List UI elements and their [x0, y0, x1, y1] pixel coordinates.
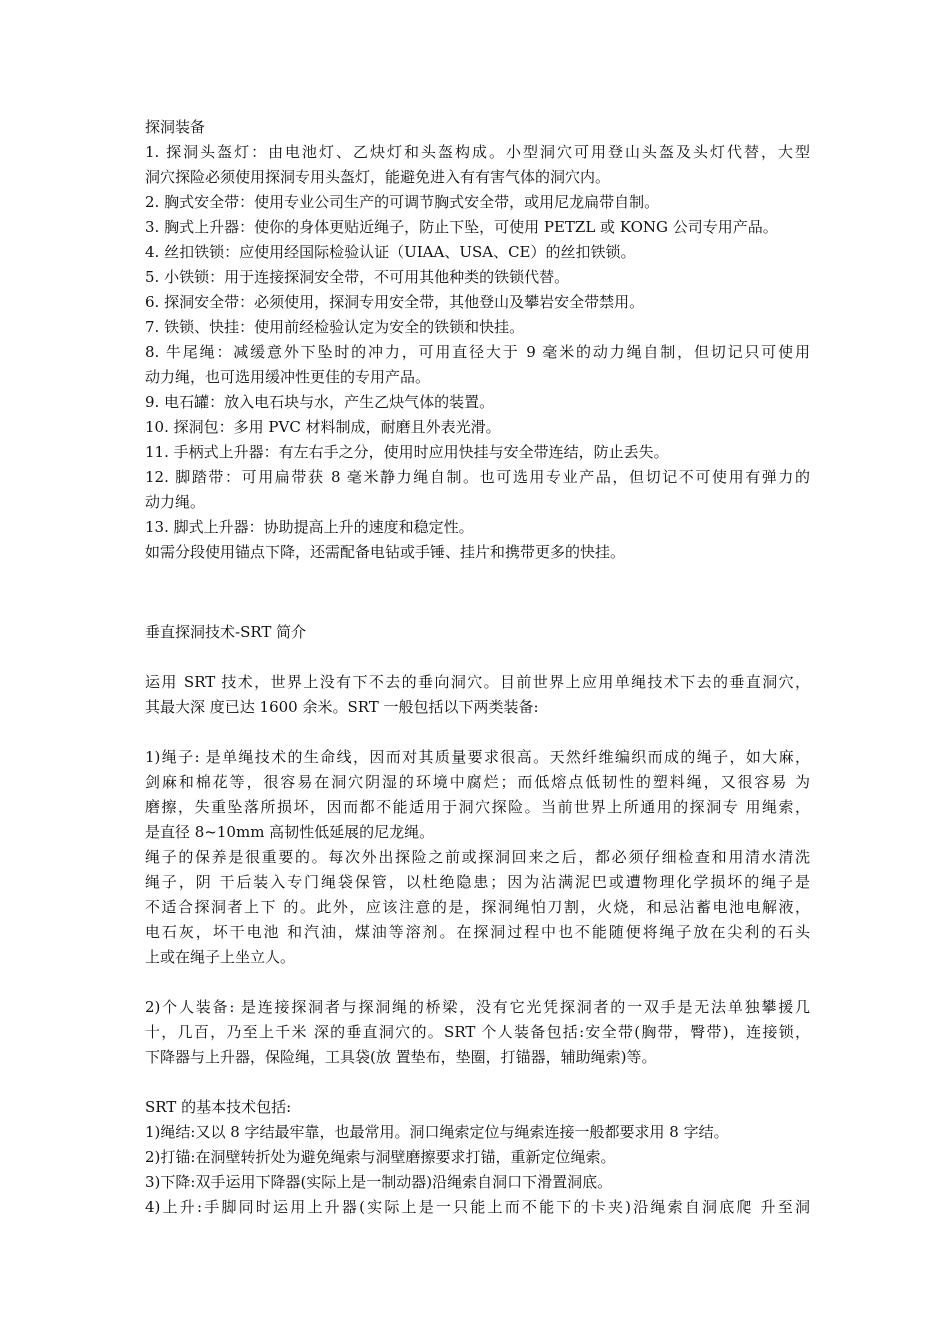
- list-item: 4. 丝扣铁锁：应使用经国际检验认证（UIAA、USA、CE）的丝扣铁锁。: [145, 243, 636, 261]
- spacer: [145, 970, 810, 995]
- technique-item: 3)下降:双手运用下降器(实际上是一制动器)沿绳索自洞口下滑置洞底。: [145, 1173, 613, 1191]
- technique-item: 2)打锚:在洞壁转折处为避免绳索与洞壁磨擦要求打锚，重新定位绳索。: [145, 1148, 616, 1166]
- spacer: [145, 590, 810, 620]
- list-item-continuation: 洞穴探险必须使用探洞专用头盔灯，能避免进入有有害气体的洞穴内。: [145, 168, 611, 186]
- rope-care-paragraph: 绳子，阴 干后装入专门绳袋保管，以杜绝隐患；因为沾满泥巴或遭物理化学损坏的绳子是: [145, 873, 810, 891]
- list-item: 9. 电石罐：放入电石块与水，产生乙炔气体的装置。: [145, 393, 495, 411]
- document-body: [145, 115, 810, 1220]
- rope-care-paragraph: 绳子的保养是很重要的。每次外出探险之前或探洞回来之后，都必须仔细检查和用清水清洗: [145, 848, 810, 866]
- list-item: 5. 小铁锁：用于连接探洞安全带，不可用其他种类的铁锁代替。: [145, 268, 570, 286]
- list-item: 11. 手柄式上升器：有左右手之分，使用时应用快挂与安全带连结，防止丢失。: [145, 443, 669, 461]
- spacer: [145, 565, 810, 590]
- list-item: 10. 探洞包：多用 PVC 材料制成，耐磨且外表光滑。: [145, 418, 501, 436]
- spacer: [145, 720, 810, 745]
- list-item: 8. 牛尾绳：减缓意外下坠时的冲力，可用直径大于 9 毫米的动力绳自制，但切记只可使用: [145, 343, 810, 361]
- list-item: 7. 铁锁、快挂：使用前经检验认定为安全的铁锁和快挂。: [145, 318, 525, 336]
- rope-paragraph: 是直径 8~10mm 高韧性低延展的尼龙绳。: [145, 823, 435, 841]
- technique-item: 1)绳结:又以 8 字结最牢靠，也最常用。洞口绳索定位与绳索连接一般都要求用 8 字结。: [145, 1123, 729, 1141]
- rope-care-paragraph: 电石灰，坏干电池 和汽油，煤油等溶剂。在探洞过程中也不能随便将绳子放在尖利的石头: [145, 923, 810, 941]
- personal-equipment-paragraph: 下降器与上升器，保险绳，工具袋(放 置垫布，垫圈，打锚器，辅助绳索)等。: [145, 1048, 657, 1066]
- list-item: 6. 探洞安全带：必须使用，探洞专用安全带，其他登山及攀岩安全带禁用。: [145, 293, 645, 311]
- rope-care-paragraph: 不适合探洞者上下 的。此外，应该注意的是，探洞绳怕刀割，火烧，和忌沾蓄电池电解液，: [145, 898, 810, 916]
- section-title-srt: 垂直探洞技术-SRT 简介: [145, 623, 307, 641]
- list-item: 13. 脚式上升器：协助提高上升的速度和稳定性。: [145, 518, 474, 536]
- list-item: 1. 探洞头盔灯：由电池灯、乙炔灯和头盔构成。小型洞穴可用登山头盔及头灯代替，大型: [145, 143, 810, 161]
- rope-paragraph: 1)绳子: 是单绳技术的生命线，因而对其质量要求很高。天然纤维编织而成的绳子，如大麻，: [145, 748, 810, 766]
- personal-equipment-paragraph: 十，几百，乃至上千米 深的垂直洞穴的。SRT 个人装备包括:安全带(胸带，臀带)，连接锁，: [145, 1023, 810, 1041]
- technique-item: 4)上升:手脚同时运用上升器(实际上是一只能上而不能下的卡夹)沿绳索自洞底爬 升至洞: [145, 1198, 810, 1216]
- equipment-note: 如需分段使用锚点下降，还需配备电钻或手锤、挂片和携带更多的快挂。: [145, 543, 626, 561]
- spacer: [145, 1070, 810, 1095]
- list-item: 2. 胸式安全带：使用专业公司生产的可调节胸式安全带，或用尼龙扁带自制。: [145, 193, 660, 211]
- srt-intro-paragraph: 其最大深 度已达 1600 余米。SRT 一般包括以下两类装备:: [145, 698, 539, 716]
- list-item-continuation: 动力绳，也可选用缓冲性更佳的专用产品。: [145, 368, 431, 386]
- list-item: 12. 脚踏带：可用扁带获 8 毫米静力绳自制。也可选用专业产品，但切记不可使用有弹力的: [145, 468, 810, 486]
- rope-paragraph: 剑麻和棉花等，很容易在洞穴阴湿的环境中腐烂；而低熔点低韧性的塑料绳，又很容易 为: [145, 773, 810, 791]
- srt-techniques-title: SRT 的基本技术包括:: [145, 1098, 292, 1116]
- personal-equipment-paragraph: 2)个人装备: 是连接探洞者与探洞绳的桥梁，没有它光凭探洞者的一双手是无法单独攀援几: [145, 998, 810, 1016]
- section-title-caving-equipment: 探洞装备: [145, 118, 206, 136]
- list-item-continuation: 动力绳。: [145, 493, 206, 511]
- spacer: [145, 645, 810, 670]
- srt-intro-paragraph: 运用 SRT 技术，世界上没有下不去的垂向洞穴。目前世界上应用单绳技术下去的垂直洞穴，: [145, 673, 810, 691]
- rope-care-paragraph: 上或在绳子上坐立人。: [145, 948, 296, 966]
- rope-paragraph: 磨擦，失重坠落所损坏，因而都不能适用于洞穴探险。当前世界上所通用的探洞专 用绳索，: [145, 798, 810, 816]
- list-item: 3. 胸式上升器：使你的身体更贴近绳子，防止下坠，可使用 PETZL 或 KONG 公司专用产品。: [145, 218, 778, 236]
